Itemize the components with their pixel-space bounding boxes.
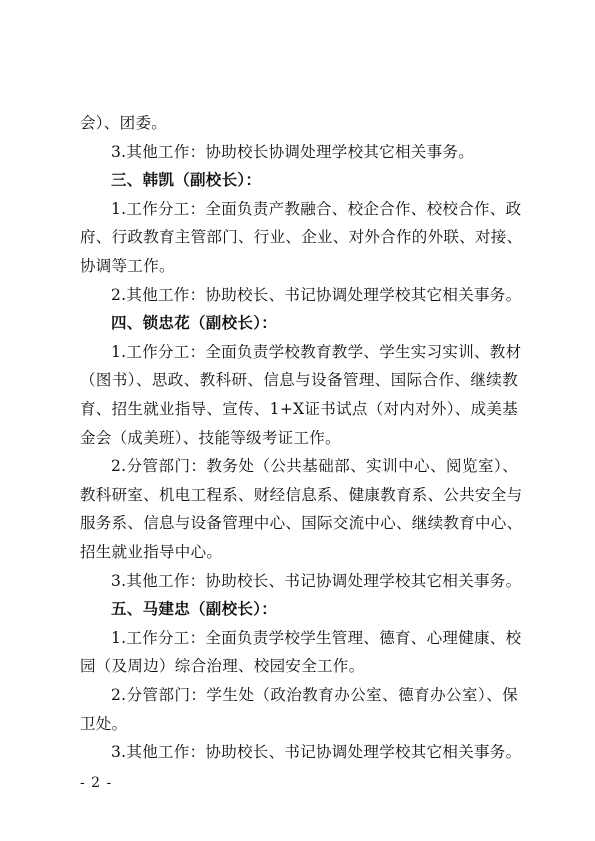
text-line: 服务系、信息与设备管理中心、国际交流中心、继续教育中心、 xyxy=(80,514,523,532)
text-line: 2.其他工作：协助校长、书记协调处理学校其它相关事务。 xyxy=(111,286,522,304)
text-line: 园（及周边）综合治理、校园安全工作。 xyxy=(80,657,365,675)
text-line: （图书）、思政、教科研、信息与设备管理、国际合作、继续教 xyxy=(80,371,518,389)
text-line: 教科研室、机电工程系、财经信息系、健康教育系、公共安全与 xyxy=(80,486,523,504)
section-heading: 五、马建忠（副校长）： xyxy=(111,600,278,618)
text-line: 育、招生就业指导、宣传、1+X证书试点（对内对外）、成美基 xyxy=(80,400,518,418)
text-line: 府、行政教育主管部门、行业、企业、对外合作的外联、对接、 xyxy=(80,228,523,246)
text-line: 2.分管部门：教务处（公共基础部、实训中心、阅览室）、 xyxy=(111,457,518,475)
text-line: 2.分管部门：学生处（政治教育办公室、德育办公室）、保 xyxy=(111,686,518,704)
page-number: - 2 - xyxy=(80,775,113,791)
text-line: 1.工作分工：全面负责学校教育教学、学生实习实训、教材 xyxy=(111,343,522,361)
text-line: 3.其他工作：协助校长、书记协调处理学校其它相关事务。 xyxy=(111,572,522,590)
section-heading: 三、韩凯（副校长）： xyxy=(111,171,262,189)
text-line: 金会（成美班）、技能等级考证工作。 xyxy=(80,429,341,447)
text-line: 招生就业指导中心。 xyxy=(80,543,223,561)
text-line: 会）、团委。 xyxy=(80,114,168,132)
text-line: 1.工作分工：全面负责产教融合、校企合作、校校合作、政 xyxy=(111,200,522,218)
text-line: 3.其他工作：协助校长、书记协调处理学校其它相关事务。 xyxy=(111,743,522,761)
text-line: 卫处。 xyxy=(80,715,128,733)
section-heading: 四、锁忠花（副校长）： xyxy=(111,314,278,332)
text-line: 1.工作分工：全面负责学校学生管理、德育、心理健康、校 xyxy=(111,629,522,647)
text-line: 3.其他工作：协助校长协调处理学校其它相关事务。 xyxy=(111,143,474,161)
text-line: 协调等工作。 xyxy=(80,257,175,275)
